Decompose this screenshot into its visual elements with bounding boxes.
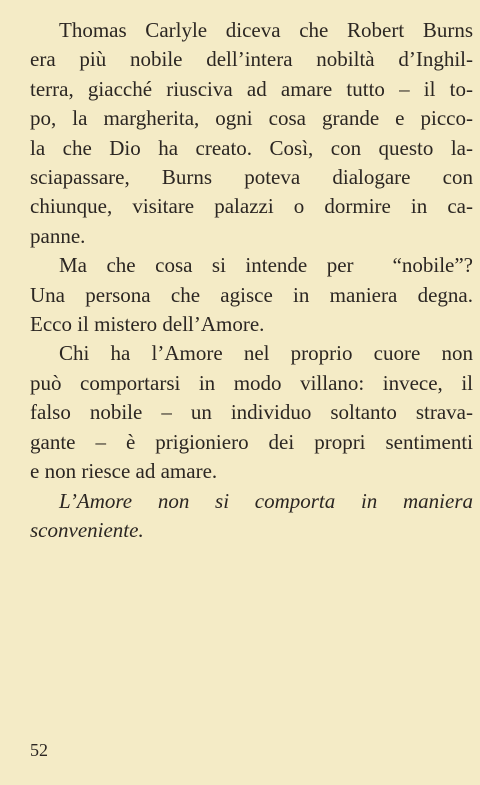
text-line: gante – è prigioniero dei propri sentimenti — [30, 429, 473, 454]
text-line: Thomas Carlyle diceva che Robert Burns — [59, 18, 473, 42]
text-line: sciapassare, Burns poteva dialogare con — [30, 165, 473, 190]
paragraph-carlyle-burns — [30, 16, 473, 251]
text-line: L’Amore non si comporta in maniera — [59, 488, 473, 513]
paragraph-amore-cuore — [30, 339, 473, 486]
text-line: Ma che cosa si intende per “nobile”? — [59, 253, 473, 278]
page-number: 52 — [30, 740, 48, 760]
text-line: falso nobile – un individuo soltanto strava- — [30, 400, 473, 425]
text-line: sconveniente. — [30, 517, 144, 542]
text-line: era più nobile dell’intera nobiltà d’Inghil- — [30, 47, 473, 72]
text-line: può comportarsi in modo villano: invece, il — [30, 370, 473, 395]
paragraph-quote-italic — [30, 487, 473, 546]
text-line: chiunque, visitare palazzi o dormire in ca- — [30, 194, 473, 219]
text-line: Chi ha l’Amore nel proprio cuore non — [59, 341, 473, 366]
text-line: po, la margherita, ogni cosa grande e picco- — [30, 106, 473, 131]
paragraph-nobile — [30, 251, 473, 339]
text-line: e non riesce ad amare. — [30, 459, 218, 484]
text-line: Una persona che agisce in maniera degna. — [30, 282, 473, 307]
text-line: panne. — [30, 223, 86, 248]
text-line: terra, giacché riusciva ad amare tutto – il to- — [30, 76, 473, 101]
text-line: la che Dio ha creato. Così, con questo la- — [30, 135, 473, 160]
page-body — [30, 16, 473, 545]
text-line: Ecco il mistero dell’Amore. — [30, 312, 265, 337]
